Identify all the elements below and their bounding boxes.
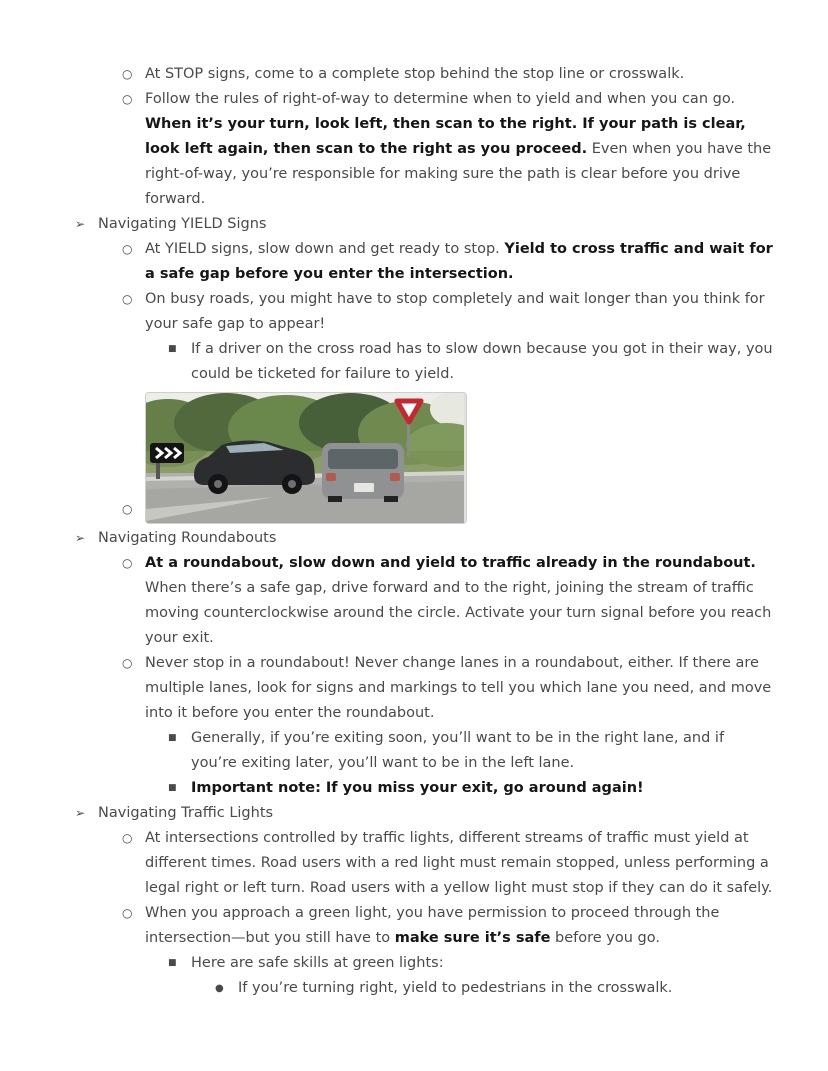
list-item — [0, 551, 774, 651]
bold-text-segment: make sure it’s safe — [394, 930, 551, 946]
list-item-text — [191, 951, 774, 976]
text-segment: Generally, if you’re exiting soon, you’ll want to be in the right lane, and if you’re exiting later, you’ll want to be in the left lane. — [191, 730, 725, 771]
circle-bullet-icon: ○ — [122, 831, 133, 845]
list-item — [0, 237, 774, 287]
text-segment: When you approach a green light, you have permission to proceed through the intersection—but you still have to — [145, 905, 720, 946]
text-segment: Follow the rules of right-of-way to determine when to yield and when you can go. — [145, 91, 736, 107]
circle-bullet-icon: ○ — [122, 906, 133, 920]
list-item-text — [98, 212, 774, 237]
list-item — [0, 651, 774, 726]
circle-bullet-icon: ○ — [122, 242, 133, 256]
text-segment: before you go. — [550, 930, 660, 946]
list-item — [0, 776, 774, 801]
text-segment: Never stop in a roundabout! Never change lanes in a roundabout, either. If there are multiple lanes, look for signs and markings to tell you which lane you need, and move into it before you enter the roundabout. — [145, 655, 772, 721]
circle-bullet-icon: ○ — [122, 656, 133, 670]
list-item-text — [145, 392, 774, 524]
text-segment: On busy roads, you might have to stop completely and wait longer than you think for your safe gap to appear! — [145, 291, 765, 332]
list-item-text — [145, 826, 774, 901]
document-body — [0, 62, 774, 1001]
square-bullet-icon: ■ — [168, 958, 177, 968]
list-item-text — [145, 651, 774, 726]
arrow-bullet-icon: ➢ — [75, 806, 86, 820]
text-segment: Navigating Traffic Lights — [98, 805, 274, 821]
image-list-item — [0, 392, 774, 524]
list-item-text — [145, 87, 774, 212]
bold-text-segment: When it’s your turn, look left, then scan to the right. If your path is clear, look left again, then scan to the right as you proceed. — [145, 116, 746, 157]
list-item — [0, 287, 774, 337]
text-segment: Here are safe skills at green lights: — [191, 955, 444, 971]
arrow-bullet-icon: ➢ — [75, 531, 86, 545]
list-item-text — [145, 287, 774, 337]
circle-bullet-icon: ○ — [122, 556, 133, 570]
text-segment: Even when you have the right-of-way, you’re responsible for making sure the path is clear before you drive forward. — [145, 141, 772, 207]
list-item — [0, 726, 774, 776]
dot-bullet-icon: ● — [215, 983, 224, 994]
list-item-text — [145, 237, 774, 287]
square-bullet-icon: ■ — [168, 344, 177, 354]
text-segment: Navigating Roundabouts — [98, 530, 277, 546]
text-segment: At STOP signs, come to a complete stop behind the stop line or crosswalk. — [145, 66, 685, 82]
text-segment: When there’s a safe gap, drive forward and to the right, joining the stream of traffic moving counterclockwise around the circle. Activate your turn signal before you reach your exit. — [145, 580, 772, 646]
yield-intersection-photo-svg — [146, 393, 464, 523]
list-item — [0, 901, 774, 951]
text-segment: At YIELD signs, slow down and get ready to stop. — [145, 241, 505, 257]
list-item — [0, 337, 774, 387]
circle-bullet-icon: ○ — [122, 67, 133, 81]
list-item-text — [191, 337, 774, 387]
list-item — [0, 212, 774, 237]
text-segment: If you’re turning right, yield to pedestrians in the crosswalk. — [238, 980, 673, 996]
text-segment: At intersections controlled by traffic lights, different streams of traffic must yield at different times. Road users with a red light must remain stopped, unless performing a legal right or left turn. Road users with a yellow light must stop if they can do it safely. — [145, 830, 773, 896]
square-bullet-icon: ■ — [168, 783, 177, 793]
yield-intersection-photo — [145, 392, 467, 524]
list-item — [0, 976, 774, 1001]
gray-minivan — [322, 443, 404, 502]
list-item — [0, 801, 774, 826]
circle-bullet-icon: ○ — [122, 92, 133, 106]
bold-text-segment: At a roundabout, slow down and yield to traffic already in the roundabout. — [145, 555, 756, 571]
list-item-text — [98, 526, 774, 551]
list-item-text — [98, 801, 774, 826]
list-item — [0, 951, 774, 976]
list-item-text — [145, 551, 774, 651]
list-item — [0, 826, 774, 901]
text-segment: Navigating YIELD Signs — [98, 216, 267, 232]
square-bullet-icon: ■ — [168, 733, 177, 743]
list-item — [0, 526, 774, 551]
list-item-text — [145, 62, 774, 87]
list-item-text — [191, 776, 774, 801]
list-item — [0, 62, 774, 87]
circle-bullet-icon: ○ — [122, 502, 133, 516]
list-item-text — [145, 901, 774, 951]
list-item — [0, 87, 774, 212]
list-item-text — [191, 726, 774, 776]
text-segment: If a driver on the cross road has to slow down because you got in their way, you could be ticketed for failure to yield. — [191, 341, 773, 382]
bold-text-segment: Important note: If you miss your exit, go around again! — [191, 780, 644, 796]
arrow-bullet-icon: ➢ — [75, 217, 86, 231]
list-item-text — [238, 976, 774, 1001]
circle-bullet-icon: ○ — [122, 292, 133, 306]
bold-text-segment: Yield to cross traffic and wait for a safe gap before you enter the intersection. — [145, 241, 773, 282]
